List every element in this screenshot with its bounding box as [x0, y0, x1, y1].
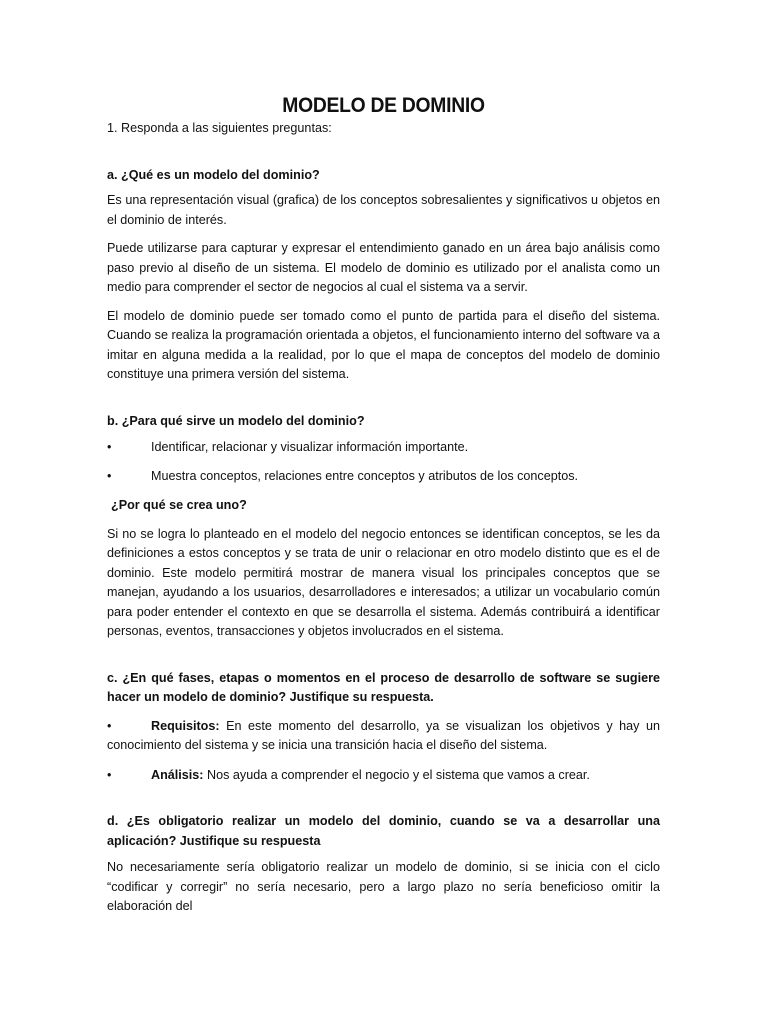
question-a-paragraph: El modelo de dominio puede ser tomado como el punto de partida para el diseño del sistema. Cuando se realiza la programación orientada a objetos, el funcionamiento interno del software va a imitar en alguna medida a la realidad, por lo que el mapa de conceptos del modelo de dominio constituye una primera versión del sistema. — [107, 308, 660, 381]
list-item-term: Requisitos: — [151, 718, 220, 733]
question-d-paragraph: No necesariamente sería obligatorio realizar un modelo de dominio, si se inicia con el ciclo “codificar y corregir” no sería necesario, pero a largo plazo no sería beneficioso omitir la elaboración del — [107, 860, 660, 913]
list-item-text: Identificar, relacionar y visualizar información importante. — [151, 440, 469, 454]
intro-text: 1. Responda a las siguientes preguntas: — [107, 121, 332, 135]
question-d-heading: d. ¿Es obligatorio realizar un modelo del dominio, cuando se va a desarrollar una aplicación? Justifique su respuesta — [107, 814, 660, 848]
document-title: MODELO DE DOMINIO — [282, 94, 485, 117]
list-item-term: Análisis: — [151, 767, 204, 782]
list-item-text: Nos ayuda a comprender el negocio y el sistema que vamos a crear. — [203, 767, 590, 782]
question-a-paragraph: Puede utilizarse para capturar y expresar el entendimiento ganado en un área bajo análisis como paso previo al diseño de un sistema. El modelo de dominio es utilizado por el analista como un medio para comprender el sector de negocios al cual el sistema va a servir. — [107, 241, 660, 294]
bullet-icon: • — [107, 468, 112, 483]
list-item — [107, 467, 660, 487]
list-item — [107, 438, 660, 458]
question-b-heading: b. ¿Para qué sirve un modelo del dominio? — [107, 413, 365, 428]
question-b-subheading: ¿Por qué se crea uno? — [111, 498, 247, 512]
bullet-icon: • — [107, 440, 112, 454]
question-b-paragraph: Si no se logra lo planteado en el modelo del negocio entonces se identifican conceptos, se les da definiciones a estos conceptos y se trata de unir o relacionar en otro modelo distinto que es el de dominio. Este modelo permitirá mostrar de manera visual los principales conceptos que se manejan, ayudando a los usuarios, desarrolladores e interesados; a utilizar un vocabulario común para poder entender el contexto en que se desarrolla el sistema. Además contribuirá a identificar personas, eventos, transacciones y objetos involucrados en el sistema. — [107, 526, 660, 638]
question-c-heading: c. ¿En qué fases, etapas o momentos en el proceso de desarrollo de software se sugiere hacer un modelo de dominio? Justifique su respuesta. — [107, 670, 660, 704]
question-b-section — [107, 412, 660, 642]
question-a-heading: a. ¿Qué es un modelo del dominio? — [107, 167, 320, 182]
list-item-text: En este momento del desarrollo, ya se visualizan los objetivos y hay un conocimiento del sistema y se inicia una transición hacia el diseño del sistema. — [107, 718, 660, 752]
question-a-paragraph: Es una representación visual (grafica) de los conceptos sobresalientes y significativos u objetos en el dominio de interés. — [107, 193, 660, 227]
question-a-section — [107, 166, 660, 385]
bullet-icon: • — [107, 767, 112, 782]
question-d-section — [107, 812, 660, 917]
question-c-section — [107, 669, 660, 786]
bullet-icon: • — [107, 718, 112, 733]
list-item-text: Muestra conceptos, relaciones entre conceptos y atributos de los conceptos. — [151, 468, 579, 483]
list-item — [107, 717, 660, 756]
list-item — [107, 766, 660, 786]
